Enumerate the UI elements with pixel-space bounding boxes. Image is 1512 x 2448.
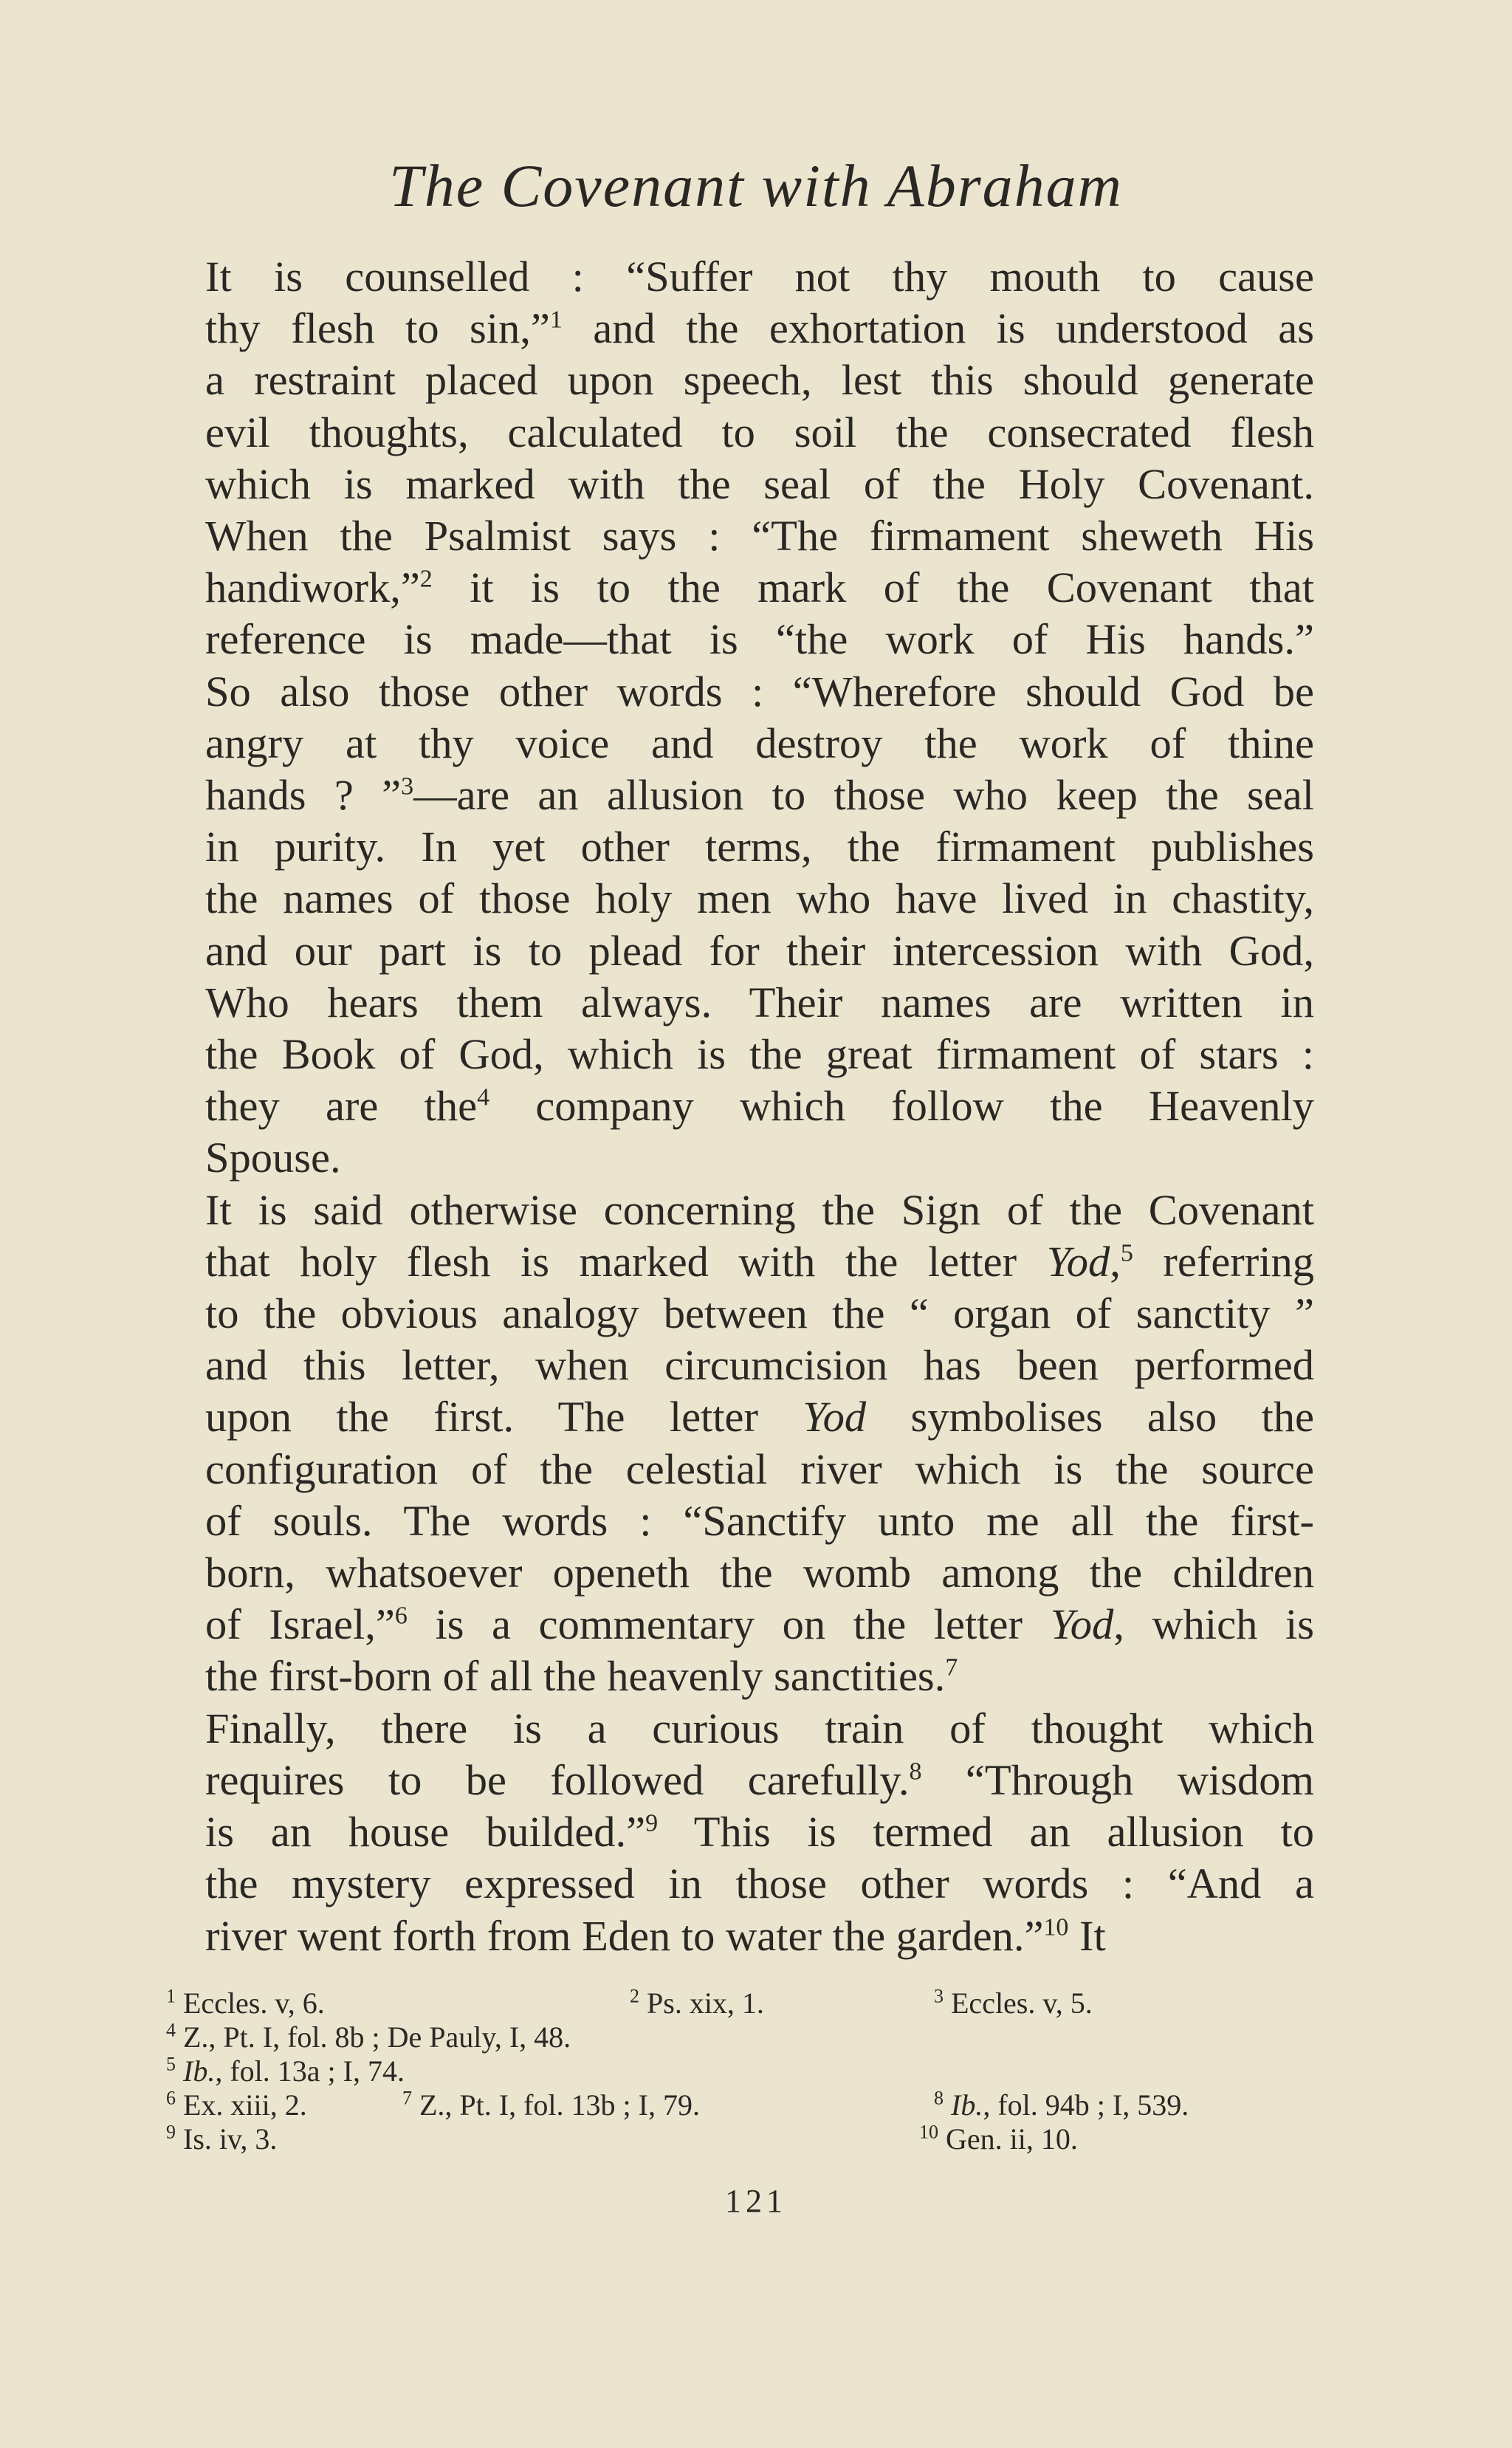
text-line: the names of those holy men who have lived in chastity, xyxy=(205,874,1314,923)
page-number: 121 xyxy=(725,2183,787,2219)
note-ref: 7 xyxy=(945,1653,958,1681)
text-line: Finally, there is a curious train of thought which xyxy=(205,1704,1314,1752)
text-line: a restraint placed upon speech, lest this should generate xyxy=(205,356,1314,405)
text-line: the first-born of all the heavenly sanctities.$^7$ xyxy=(205,1652,958,1701)
running-head: The Covenant with Abraham xyxy=(389,152,1123,219)
text-line: that holy flesh is marked with the letter Yod,$^5$ referring xyxy=(205,1237,1315,1286)
text-line: reference is made—that is “the work of His hands.” xyxy=(205,615,1314,664)
text-line: angry at thy voice and destroy the work of thine xyxy=(205,719,1314,767)
text-line: requires to be followed carefully.$^8$ “Through wisdom xyxy=(205,1755,1314,1804)
text-line: river went forth from Eden to water the garden.”$^{10}$ It xyxy=(205,1911,1106,1960)
paragraph xyxy=(126,1703,1314,1962)
footnote-row xyxy=(166,2088,1318,2122)
note-ref: 4 xyxy=(477,1083,490,1111)
footnote-9: $^9$ Is. iv, 3. xyxy=(166,2121,278,2156)
text-line: of Israel,”$^6$ is a commentary on the letter Yod, which is xyxy=(205,1600,1315,1649)
note-ref: 2 xyxy=(419,565,433,593)
footnote-row xyxy=(166,1986,1318,2020)
footnote-row xyxy=(166,2122,1318,2156)
footnote-6: $^6$ Ex. xiii, 2. xyxy=(166,2087,307,2122)
text-line: When the Psalmist says : “The firmament sheweth His xyxy=(205,512,1314,560)
footnotes xyxy=(166,1986,1318,2156)
text-line: is an house builded.”$^9$ This is termed an allusion to xyxy=(205,1808,1315,1856)
text-line: they are the$^4$ company which follow the Heavenly xyxy=(205,1082,1314,1131)
note-ref: 3 xyxy=(401,772,414,800)
text-line: in purity. In yet other terms, the firmament publishes xyxy=(205,823,1314,871)
text-line: evil thoughts, calculated to soil the consecrated flesh xyxy=(205,408,1314,456)
note-ref: 1 xyxy=(549,306,563,334)
text-line: handiwork,”$^2$ it is to the mark of the Covenant that xyxy=(205,563,1314,612)
paragraph xyxy=(126,1184,1314,1703)
text-line: It is said otherwise concerning the Sign of the Covenant xyxy=(205,1185,1314,1234)
text-line: Who hears them always. Their names are written in xyxy=(205,978,1314,1026)
note-ref: 6 xyxy=(394,1602,408,1630)
paragraph xyxy=(126,251,1314,1184)
text-line: the mystery expressed in those other words : “And a xyxy=(205,1859,1314,1908)
text-line: hands ? ”$^3$—are an allusion to those who keep the seal xyxy=(205,771,1314,820)
note-ref: 5 xyxy=(1120,1239,1133,1267)
text-line: which is marked with the seal of the Holy Covenant. xyxy=(205,459,1314,508)
note-ref: 8 xyxy=(909,1758,922,1786)
text-line: So also those other words : “Wherefore should God be xyxy=(205,667,1314,716)
footnote-3: $^3$ Eccles. v, 5. xyxy=(934,1985,1093,2020)
text-line: It is counselled : “Suffer not thy mouth to cause xyxy=(205,253,1314,301)
footnote-row xyxy=(166,2020,1318,2054)
text-line: upon the first. The letter Yod symbolises also the xyxy=(205,1393,1315,1441)
footnote-10: $^{10}$ Gen. ii, 10. xyxy=(919,2121,1078,2156)
footnote-2: $^2$ Ps. xix, 1. xyxy=(630,1985,764,2020)
text-line: thy flesh to sin,”$^1$ and the exhortation is understood as xyxy=(205,304,1314,353)
footnote-5: $^5$ Ib., fol. 13a ; I, 74. xyxy=(166,2053,405,2088)
text-line: and this letter, when circumcision has been performed xyxy=(205,1341,1314,1390)
note-ref: 10 xyxy=(1043,1913,1069,1941)
text-line: configuration of the celestial river which is the source xyxy=(205,1444,1314,1493)
footnote-row xyxy=(166,2054,1318,2088)
text-line: to the obvious analogy between the “ organ of sanctity ” xyxy=(205,1289,1314,1338)
footnote-4: $^4$ Z., Pt. I, fol. 8b ; De Pauly, I, 48. xyxy=(166,2019,571,2054)
text-line: the Book of God, which is the great firmament of stars : xyxy=(205,1030,1314,1079)
text-line: of souls. The words : “Sanctify unto me all the first- xyxy=(205,1496,1314,1545)
footnote-1: $^1$ Eccles. v, 6. xyxy=(166,1985,325,2020)
text-line: born, whatsoever openeth the womb among the children xyxy=(205,1549,1314,1597)
text-line: Spouse. xyxy=(205,1134,341,1182)
footnote-7: $^7$ Z., Pt. I, fol. 13b ; I, 79. xyxy=(402,2087,700,2122)
text-line: and our part is to plead for their intercession with God, xyxy=(205,926,1314,975)
note-ref: 9 xyxy=(645,1809,659,1837)
body-text xyxy=(126,251,1314,1962)
footnote-8: $^8$ Ib., fol. 94b ; I, 539. xyxy=(934,2087,1189,2122)
